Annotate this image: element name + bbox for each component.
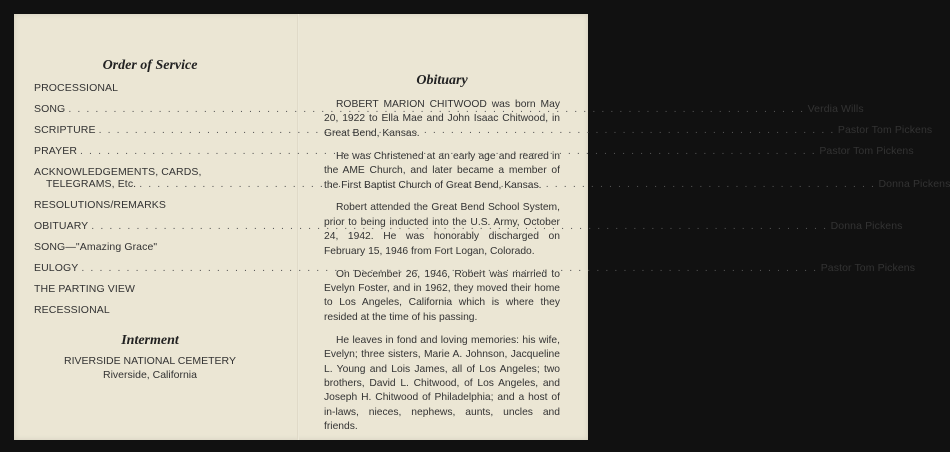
service-item-person: Pastor Tom Pickens [820,262,916,274]
service-item-label: TELEGRAMS, Etc. [46,178,137,190]
service-item-line2 [34,178,950,190]
cemetery-name: RIVERSIDE NATIONAL CEMETERY [64,355,236,367]
obituary-heading: Obituary [416,73,468,88]
service-item-label: OBITUARY [34,220,89,232]
service-item-label: EULOGY [34,262,79,274]
service-item-person: Verdia Wills [807,103,864,115]
service-item-label: SONG [34,103,66,115]
service-item-eulogy [34,262,916,274]
service-item-recessional [34,304,266,316]
service-item-label: SCRIPTURE [34,124,96,136]
obituary-paragraph: He leaves in fond and loving memories: his wife, Evelyn; three sisters, Marie A. Johnson, Jacqueline L. Young and Lois James, all of Los Angeles; two brothers, David L. Chitwood, of Los Angeles, and Joseph H. Chitwood of Philadelphia; and a host of in-laws, nieces, nephews, aunts, uncles and friends. [324,334,560,433]
service-item-label: RESOLUTIONS/REMARKS [34,199,167,211]
service-item-label: PROCESSIONAL [34,82,119,94]
service-item-resolutions [34,199,266,211]
service-item-person: Donna Pickens [878,178,950,190]
service-item-song-amazing-grace [34,241,266,253]
service-item-label: THE PARTING VIEW [34,283,135,295]
service-item-label: ACKNOWLEDGEMENTS, CARDS, [34,166,202,178]
obituary-paragraph: He was Christened at an early age and reared in the AME Church, and later became a member of the First Baptist Church of Great Bend, Kansas. [324,150,560,191]
right-page [324,73,560,443]
obituary-body [324,98,560,435]
interment-heading: Interment [121,333,179,348]
service-item-scripture [34,124,933,136]
service-item-processional [34,82,266,94]
service-item-person: Pastor Tom Pickens [837,124,933,136]
service-item-label: SONG—"Amazing Grace" [34,241,158,253]
service-item-obituary [34,220,903,232]
cemetery-location: Riverside, California [103,369,197,381]
service-item-person: Donna Pickens [830,220,903,232]
order-of-service-heading: Order of Service [102,58,198,73]
service-item-parting-view [34,283,266,295]
obituary-paragraph: Robert attended the Great Bend School System, prior to being inducted into the U.S. Army, October 24, 1942. He was honorably discharged on February 15, 1946 from Fort Logan, Colorado. [324,202,560,257]
service-item-label: PRAYER [34,145,77,157]
service-item-song [34,103,864,115]
service-item-prayer [34,145,914,157]
obituary-paragraph: On December 26, 1946, Robert was married to Evelyn Foster, and in 1962, they moved their home to Los Angeles, California which is where they resided at the time of his passing. [324,268,560,323]
obituary-paragraph: ROBERT MARION CHITWOOD was born May 20, 1922 to Ella Mae and John Isaac Chitwood, in Great Bend, Kansas. [324,99,560,139]
service-item-label: RECESSIONAL [34,304,110,316]
interment-section [34,334,266,382]
service-item-person: Pastor Tom Pickens [819,145,914,157]
